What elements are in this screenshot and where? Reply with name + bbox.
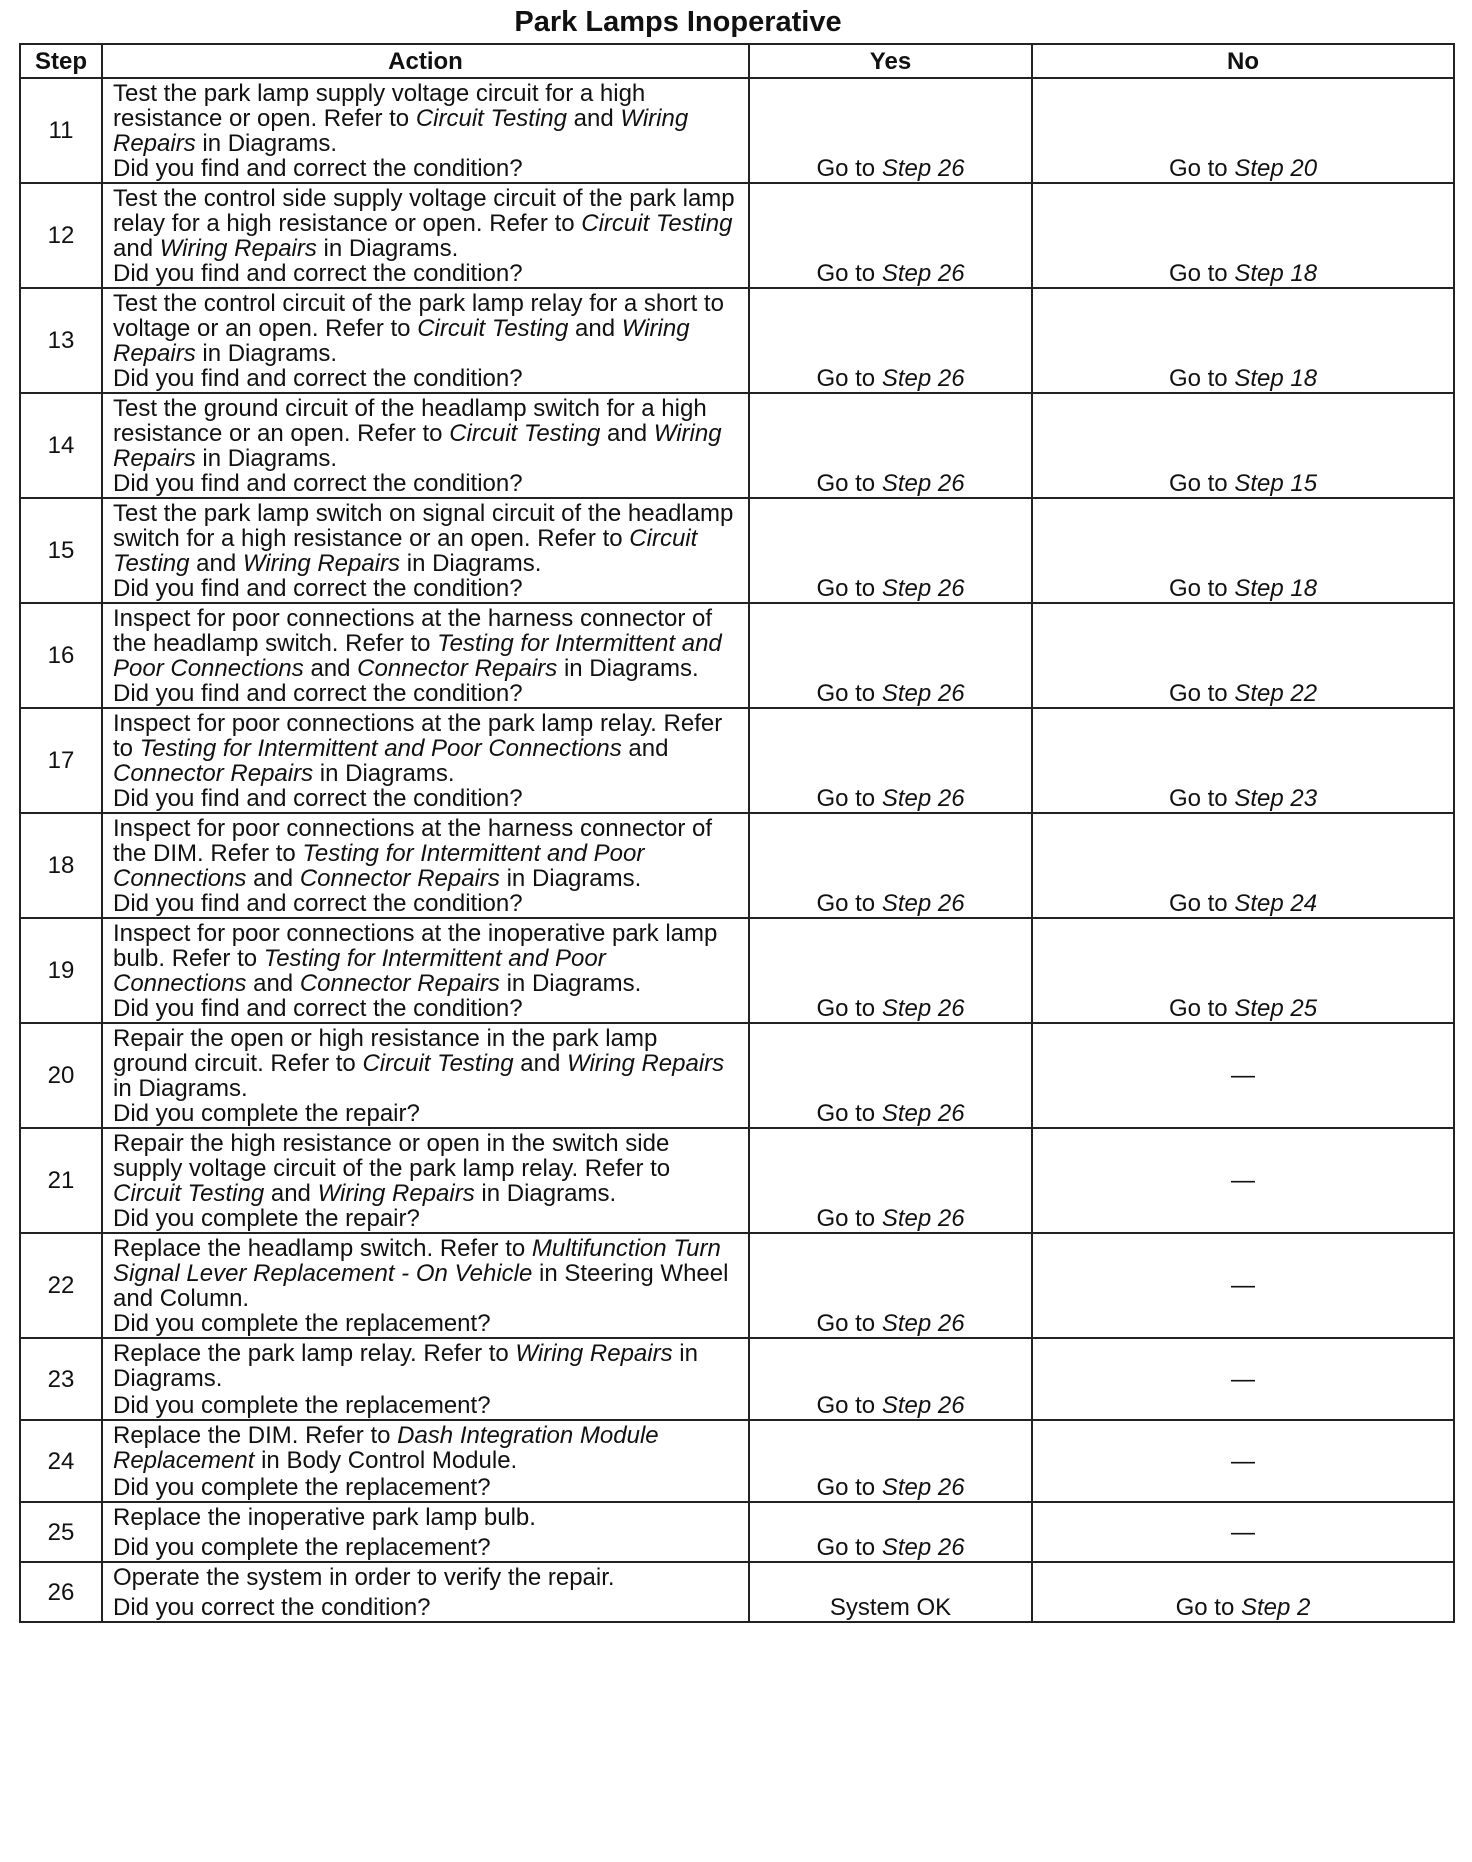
action-question: Did you find and correct the condition?	[113, 470, 523, 497]
text-segment: Go to	[816, 1474, 882, 1501]
step-number: 25	[20, 1502, 102, 1562]
action-question: Did you complete the repair?	[113, 1100, 420, 1127]
action-question: Did you complete the replacement?	[113, 1474, 491, 1501]
reference-link-text: Step 23	[1234, 785, 1318, 812]
yes-result	[749, 1233, 1032, 1338]
no-result	[1032, 918, 1454, 1023]
action-cell	[102, 1420, 749, 1502]
step-number: 16	[20, 603, 102, 708]
reference-link-text: Wiring Repairs	[159, 235, 317, 262]
table-row	[20, 1128, 1454, 1233]
table-row	[20, 918, 1454, 1023]
action-text	[113, 1339, 738, 1391]
step-number: 21	[20, 1128, 102, 1233]
text-segment: Go to	[1168, 260, 1235, 287]
text-segment: in Diagrams.	[400, 550, 542, 577]
action-question: Did you find and correct the condition?	[113, 785, 523, 812]
text-segment: Go to	[1168, 680, 1235, 707]
step-number: 24	[20, 1420, 102, 1502]
step-number: 26	[20, 1562, 102, 1622]
table-row	[20, 1562, 1454, 1622]
header-row	[20, 44, 1454, 78]
step-number: 19	[20, 918, 102, 1023]
reference-link-text: Circuit Testing	[449, 420, 601, 447]
action-content	[113, 79, 738, 182]
action-text	[113, 1234, 738, 1311]
no-result	[1032, 288, 1454, 393]
text-segment: Go to	[816, 1534, 882, 1561]
table-row	[20, 1420, 1454, 1502]
text-segment: Go to	[816, 155, 882, 182]
yes-result	[749, 813, 1032, 918]
page-title: Park Lamps Inoperative	[514, 6, 842, 38]
text-segment: in Diagrams.	[313, 760, 455, 787]
action-cell	[102, 918, 749, 1023]
no-result	[1032, 708, 1454, 813]
reference-link-text: Wiring Repairs	[515, 1340, 673, 1367]
action-cell	[102, 1562, 749, 1622]
action-text	[113, 814, 738, 891]
text-segment: Inspect for poor connections at the inoperative park lamp bulb. Refer to	[113, 920, 718, 972]
action-question: Did you find and correct the condition?	[113, 365, 523, 392]
text-segment: —	[1231, 1518, 1255, 1546]
reference-link-text: Step 20	[1234, 155, 1318, 182]
step-number: 14	[20, 393, 102, 498]
text-segment: Go to	[816, 1310, 882, 1337]
reference-link-text: Step 26	[881, 1310, 965, 1337]
action-cell	[102, 1023, 749, 1128]
text-segment: Go to	[816, 1392, 882, 1419]
no-result	[1032, 78, 1454, 183]
reference-link-text: Step 26	[881, 1100, 965, 1127]
no-result	[1032, 1128, 1454, 1233]
action-text	[113, 1563, 738, 1590]
text-segment: —	[1231, 1447, 1255, 1475]
text-segment: Replace the DIM. Refer to	[113, 1422, 398, 1449]
text-segment: Go to	[816, 260, 882, 287]
text-segment: Test the control side supply voltage circuit of the park lamp relay for a high resistance or open. Refer to	[113, 185, 735, 237]
text-segment: Go to	[1168, 995, 1235, 1022]
step-number: 18	[20, 813, 102, 918]
text-segment: and	[600, 420, 654, 447]
reference-link-text: Connector Repairs	[299, 970, 500, 997]
no-result	[1032, 1420, 1454, 1502]
step-number: 17	[20, 708, 102, 813]
action-content	[113, 1421, 738, 1501]
action-text	[113, 289, 738, 366]
no-result	[1032, 1502, 1454, 1562]
text-segment: and	[513, 1050, 568, 1077]
text-segment: Replace the park lamp relay. Refer to	[113, 1340, 516, 1367]
reference-link-text: Step 26	[881, 365, 965, 392]
reference-link-text: Dash Integration Module Replacement	[113, 1422, 659, 1474]
table-row	[20, 1023, 1454, 1128]
yes-result	[749, 918, 1032, 1023]
action-content	[113, 604, 738, 707]
table-row	[20, 1502, 1454, 1562]
text-segment: in Diagrams.	[113, 1075, 248, 1102]
text-segment: Test the park lamp supply voltage circuit for a high resistance or open. Refer to	[113, 80, 646, 132]
action-cell	[102, 1338, 749, 1420]
action-cell	[102, 183, 749, 288]
reference-link-text: Step 18	[1234, 365, 1318, 392]
text-segment: Test the ground circuit of the headlamp switch for a high resistance or an open. Refer to	[113, 395, 707, 447]
text-segment: and	[303, 655, 358, 682]
text-segment: in Diagrams.	[557, 655, 699, 682]
reference-link-text: Step 22	[1234, 680, 1318, 707]
action-question: Did you find and correct the condition?	[113, 575, 523, 602]
action-content	[113, 1024, 738, 1127]
yes-result	[749, 288, 1032, 393]
reference-link-text: Step 26	[881, 1392, 965, 1419]
reference-link-text: Testing for Intermittent and Poor Connections	[113, 945, 606, 997]
reference-link-text: Connector Repairs	[357, 655, 558, 682]
step-number: 15	[20, 498, 102, 603]
action-cell	[102, 288, 749, 393]
text-segment: Go to	[816, 1205, 882, 1232]
yes-result	[749, 708, 1032, 813]
reference-link-text: Wiring Repairs	[567, 1050, 725, 1077]
reference-link-text: Step 25	[1234, 995, 1318, 1022]
reference-link-text: Wiring Repairs	[317, 1180, 475, 1207]
text-segment: and	[189, 550, 243, 577]
reference-link-text: Circuit Testing	[415, 105, 567, 132]
diagnostic-table	[19, 43, 1455, 1623]
text-segment: —	[1231, 1167, 1255, 1194]
no-result	[1032, 603, 1454, 708]
action-question: Did you find and correct the condition?	[113, 260, 523, 287]
action-text	[113, 1024, 738, 1101]
reference-link-text: Testing for Intermittent and Poor Connections	[113, 630, 722, 682]
text-segment: System OK	[829, 1594, 952, 1621]
action-content	[113, 184, 738, 287]
action-content	[113, 814, 738, 917]
reference-link-text: Circuit Testing	[362, 1050, 514, 1077]
step-number: 13	[20, 288, 102, 393]
step-number: 22	[20, 1233, 102, 1338]
step-number: 11	[20, 78, 102, 183]
reference-link-text: Testing for Intermittent and Poor Connections	[113, 840, 645, 892]
no-result	[1032, 393, 1454, 498]
yes-result	[749, 1128, 1032, 1233]
action-question: Did you find and correct the condition?	[113, 680, 523, 707]
no-result	[1032, 813, 1454, 918]
action-text	[113, 499, 738, 576]
reference-link-text: Step 26	[881, 155, 965, 182]
text-segment: in Diagrams.	[195, 445, 338, 472]
yes-result	[749, 603, 1032, 708]
action-content	[113, 1129, 738, 1232]
action-question: Did you find and correct the condition?	[113, 890, 523, 917]
text-segment: and	[246, 865, 300, 892]
reference-link-text: Step 26	[881, 890, 965, 917]
text-segment: Replace the headlamp switch. Refer to	[113, 1235, 532, 1262]
text-segment: and	[113, 235, 160, 262]
action-content	[113, 394, 738, 497]
action-text	[113, 79, 738, 156]
action-cell	[102, 1233, 749, 1338]
header-action: Action	[102, 44, 749, 78]
action-content	[113, 499, 738, 602]
action-cell	[102, 1502, 749, 1562]
reference-link-text: Connector Repairs	[113, 760, 314, 787]
text-segment: Test the park lamp switch on signal circuit of the headlamp switch for a high resistance or an open. Refer to	[113, 500, 734, 552]
text-segment: Go to	[816, 680, 882, 707]
step-number: 12	[20, 183, 102, 288]
reference-link-text: Step 18	[1234, 260, 1318, 287]
text-segment: Repair the open or high resistance in the park lamp ground circuit. Refer to	[113, 1025, 658, 1077]
text-segment: in Diagrams.	[195, 340, 338, 367]
table-row	[20, 183, 1454, 288]
action-cell	[102, 813, 749, 918]
action-question: Did you correct the condition?	[113, 1594, 431, 1621]
text-segment: Go to	[1168, 575, 1235, 602]
action-text	[113, 1129, 738, 1206]
reference-link-text: Step 26	[881, 1474, 965, 1501]
action-text	[113, 709, 738, 786]
no-result	[1032, 1562, 1454, 1622]
action-cell	[102, 1128, 749, 1233]
text-segment: in Diagrams.	[474, 1180, 617, 1207]
reference-link-text: Step 26	[881, 260, 965, 287]
text-segment: Go to	[1175, 1594, 1241, 1621]
text-segment: Go to	[816, 365, 882, 392]
text-segment: Go to	[1168, 155, 1235, 182]
table-row	[20, 78, 1454, 183]
no-result	[1032, 183, 1454, 288]
yes-result	[749, 78, 1032, 183]
text-segment: —	[1231, 1062, 1255, 1089]
text-segment: in Diagrams.	[499, 970, 642, 997]
action-content	[113, 709, 738, 812]
text-segment: Go to	[1168, 890, 1235, 917]
no-result	[1032, 1233, 1454, 1338]
action-question: Did you complete the repair?	[113, 1205, 420, 1232]
text-segment: and	[567, 105, 621, 132]
yes-result	[749, 1023, 1032, 1128]
text-segment: Go to	[816, 785, 882, 812]
reference-link-text: Step 2	[1240, 1594, 1311, 1621]
action-text	[113, 1503, 738, 1530]
action-text	[113, 919, 738, 996]
reference-link-text: Circuit Testing	[417, 315, 569, 342]
yes-result	[749, 498, 1032, 603]
text-segment: and	[264, 1180, 318, 1207]
yes-result	[749, 1562, 1032, 1622]
text-segment: Test the control circuit of the park lamp relay for a short to voltage or an open. Refer to	[113, 290, 724, 342]
text-segment: Operate the system in order to verify the repair.	[113, 1564, 615, 1591]
text-segment: and	[568, 315, 622, 342]
text-segment: Inspect for poor connections at the harness connector of the headlamp switch. Refer to	[113, 605, 713, 657]
text-segment: Go to	[816, 995, 882, 1022]
text-segment: Go to	[816, 470, 882, 497]
action-question: Did you complete the replacement?	[113, 1310, 491, 1337]
text-segment: in Diagrams.	[316, 235, 459, 262]
action-question: Did you find and correct the condition?	[113, 995, 523, 1022]
reference-link-text: Step 26	[881, 1205, 965, 1232]
header-yes: Yes	[749, 44, 1032, 78]
action-cell	[102, 498, 749, 603]
no-result	[1032, 1023, 1454, 1128]
text-segment: Go to	[816, 575, 882, 602]
text-segment: in Diagrams.	[499, 865, 642, 892]
no-result	[1032, 1338, 1454, 1420]
reference-link-text: Wiring Repairs	[113, 105, 689, 157]
table-row	[20, 498, 1454, 603]
text-segment: Go to	[1168, 365, 1235, 392]
action-cell	[102, 603, 749, 708]
text-segment: in Diagrams.	[195, 130, 338, 157]
text-segment: Go to	[1168, 785, 1235, 812]
table-row	[20, 813, 1454, 918]
action-text	[113, 1421, 738, 1473]
text-segment: Go to	[816, 1100, 882, 1127]
reference-link-text: Circuit Testing	[581, 210, 733, 237]
text-segment: and	[246, 970, 300, 997]
text-segment: and	[621, 735, 669, 762]
text-segment: —	[1231, 1365, 1255, 1393]
table-row	[20, 708, 1454, 813]
reference-link-text: Step 26	[881, 785, 965, 812]
text-segment: in Body Control Module.	[254, 1447, 518, 1474]
yes-result	[749, 1420, 1032, 1502]
text-segment: Go to	[816, 890, 882, 917]
table-row	[20, 1233, 1454, 1338]
table-row	[20, 393, 1454, 498]
action-cell	[102, 708, 749, 813]
text-segment: Inspect for poor connections at the harness connector of the DIM. Refer to	[113, 815, 713, 867]
text-segment: Replace the inoperative park lamp bulb.	[113, 1504, 536, 1531]
header-no: No	[1032, 44, 1454, 78]
action-question: Did you complete the replacement?	[113, 1392, 491, 1419]
action-content	[113, 919, 738, 1022]
text-segment: Inspect for poor connections at the park lamp relay. Refer to	[113, 710, 723, 762]
action-content	[113, 1503, 738, 1561]
text-segment: Go to	[1168, 470, 1235, 497]
table-body	[20, 78, 1454, 1622]
action-question: Did you complete the replacement?	[113, 1534, 491, 1561]
header-step: Step	[20, 44, 102, 78]
action-text	[113, 394, 738, 471]
step-number: 20	[20, 1023, 102, 1128]
step-number: 23	[20, 1338, 102, 1420]
reference-link-text: Step 26	[881, 680, 965, 707]
action-content	[113, 289, 738, 392]
text-segment: —	[1231, 1272, 1255, 1299]
table-row	[20, 1338, 1454, 1420]
yes-result	[749, 1338, 1032, 1420]
yes-result	[749, 393, 1032, 498]
reference-link-text: Wiring Repairs	[113, 315, 690, 367]
reference-link-text: Step 24	[1234, 890, 1318, 917]
reference-link-text: Circuit Testing	[113, 525, 698, 577]
action-content	[113, 1339, 738, 1419]
yes-result	[749, 1502, 1032, 1562]
action-text	[113, 604, 738, 681]
reference-link-text: Wiring Repairs	[242, 550, 401, 577]
reference-link-text: Circuit Testing	[113, 1180, 265, 1207]
reference-link-text: Step 26	[881, 470, 965, 497]
reference-link-text: Connector Repairs	[299, 865, 500, 892]
text-segment: Repair the high resistance or open in the switch side supply voltage circuit of the park lamp relay. Refer to	[113, 1130, 671, 1182]
table-row	[20, 603, 1454, 708]
action-cell	[102, 393, 749, 498]
action-content	[113, 1234, 738, 1337]
reference-link-text: Multifunction Turn Signal Lever Replacement - On Vehicle	[113, 1235, 721, 1287]
text-segment: in Steering Wheel and Column.	[113, 1260, 729, 1312]
reference-link-text: Step 15	[1234, 470, 1318, 497]
table-row	[20, 288, 1454, 393]
reference-link-text: Wiring Repairs	[113, 420, 722, 472]
action-question: Did you find and correct the condition?	[113, 155, 523, 182]
reference-link-text: Step 26	[881, 575, 965, 602]
action-cell	[102, 78, 749, 183]
reference-link-text: Step 18	[1234, 575, 1318, 602]
reference-link-text: Step 26	[881, 995, 965, 1022]
no-result	[1032, 498, 1454, 603]
reference-link-text: Testing for Intermittent and Poor Connections	[139, 735, 622, 762]
yes-result	[749, 183, 1032, 288]
action-content	[113, 1563, 738, 1621]
reference-link-text: Step 26	[881, 1534, 965, 1561]
text-segment: in Diagrams.	[113, 1340, 698, 1392]
action-text	[113, 184, 738, 261]
